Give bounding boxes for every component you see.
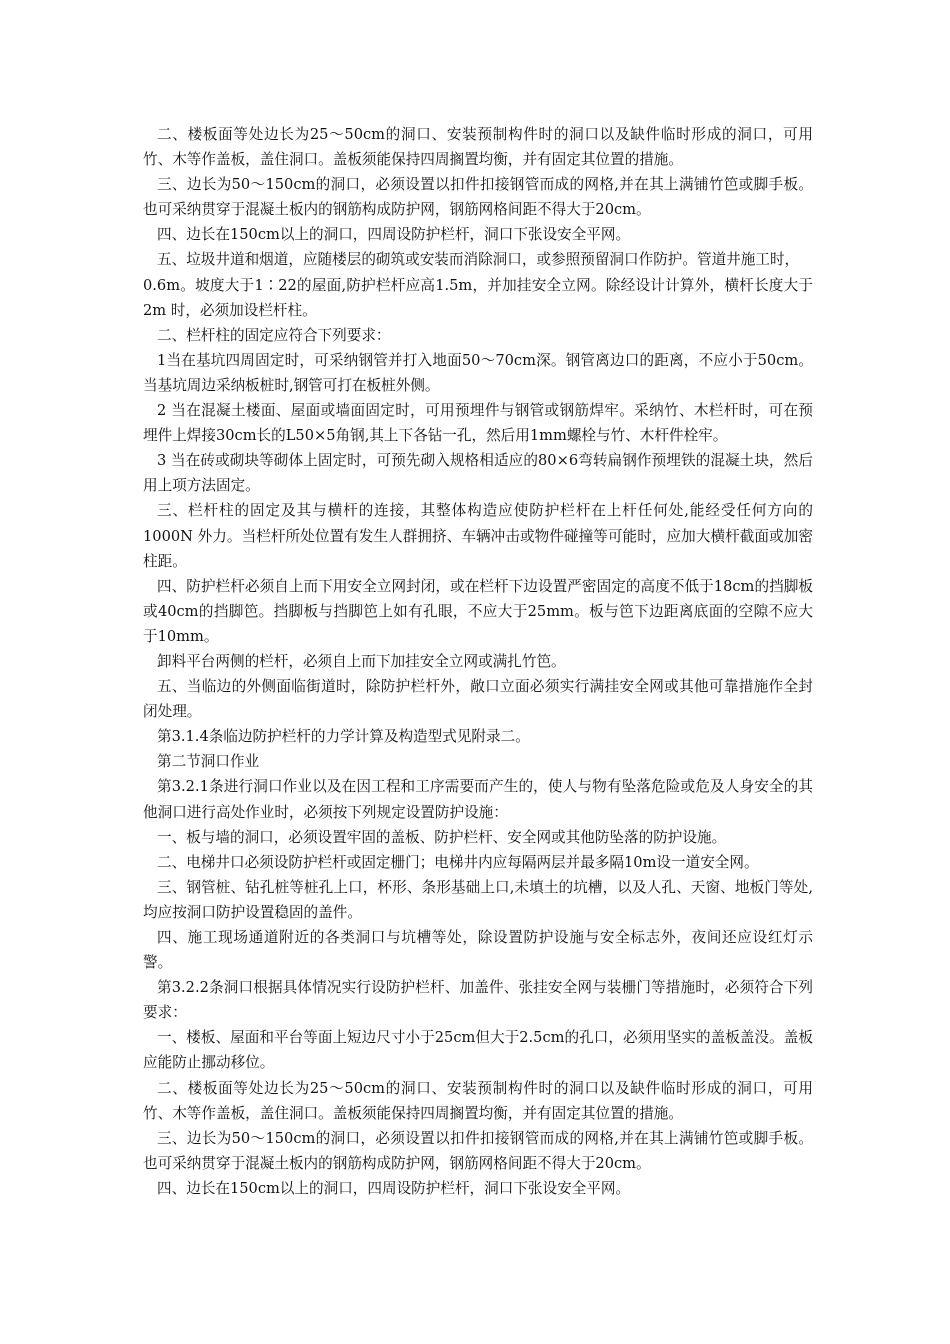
paragraph: 二、楼板面等处边长为25～50cm的洞口、安装预制构件时的洞口以及缺件临时形成的洞口，可用竹、木等作盖板，盖住洞口。盖板须能保持四周搁置均衡，并有固定其位置的措施。 [143,1079,813,1122]
paragraph: 二、楼板面等处边长为25～50cm的洞口、安装预制构件时的洞口以及缺件临时形成的洞口，可用竹、木等作盖板，盖住洞口。盖板须能保持四周搁置均衡，并有固定其位置的措施。 [143,126,813,169]
paragraph: 三、栏杆柱的固定及其与横杆的连接，其整体构造应使防护栏杆在上杆任何处,能经受任何方向的1000N 外力。当栏杆所处位置有发生人群拥挤、车辆冲击或物件碰撞等可能时，应加大横杆截面或加密柱距。 [143,502,813,570]
paragraph: 0.6m。坡度大于1∶22的屋面,防护栏杆应高1.5m，并加挂安全立网。除经设计计算外，横杆长度大于2m 时，必须加设栏杆柱。 [143,276,813,319]
paragraph: 四、防护栏杆必须自上而下用安全立网封闭，或在栏杆下边设置严密固定的高度不低于18cm的挡脚板或40cm的挡脚笆。挡脚板与挡脚笆上如有孔眼，不应大于25mm。板与笆下边距离底面的空隙不应大于10mm。 [143,577,813,645]
paragraph: 三、边长为50～150cm的洞口，必须设置以扣件扣接钢管而成的网格,并在其上满铺竹笆或脚手板。也可采纳贯穿于混凝土板内的钢筋构成防护网，钢筋网格间距不得大于20cm。 [143,176,813,219]
paragraph: 二、栏杆柱的固定应符合下列要求： [157,326,391,344]
paragraph: 第3.1.4条临边防护栏杆的力学计算及构造型式见附录二。 [157,728,530,746]
paragraph: 一、楼板、屋面和平台等面上短边尺寸小于25cm但大于2.5cm的孔口，必须用坚实的盖板盖没。盖板应能防止挪动移位。 [143,1029,813,1072]
paragraph: 3 当在砖或砌块等砌体上固定时，可预先砌入规格相适应的80×6弯转扁钢作预埋铁的混凝土块，然后用上项方法固定。 [143,452,813,495]
paragraph: 二、电梯井口必须设防护栏杆或固定栅门；电梯井内应每隔两层并最多隔10m设一道安全网。 [157,853,759,871]
paragraph: 四、施工现场通道附近的各类洞口与坑槽等处，除设置防护设施与安全标志外，夜间还应设红灯示警。 [143,929,813,972]
paragraph: 卸料平台两侧的栏杆，必须自上而下加挂安全立网或满扎竹笆。 [157,652,566,670]
section-heading: 第二节洞口作业 [157,753,260,771]
paragraph: 四、边长在150cm以上的洞口，四周设防护栏杆，洞口下张设安全平网。 [157,1179,631,1197]
paragraph: 四、边长在150cm以上的洞口，四周设防护栏杆，洞口下张设安全平网。 [157,226,631,244]
document-body [143,122,813,1201]
paragraph: 五、当临边的外侧面临街道时，除防护栏杆外，敞口立面必须实行满挂安全网或其他可靠措施作全封闭处理。 [143,678,813,721]
paragraph: 2 当在混凝土楼面、屋面或墙面固定时，可用预埋件与钢管或钢筋焊牢。采纳竹、木栏杆时，可在预埋件上焊接30cm长的L50×5角钢,其上下各钻一孔，然后用1mm螺栓与竹、木杆件栓牢。 [143,402,813,445]
paragraph: 1当在基坑四周固定时，可采纳钢管并打入地面50～70cm深。钢管离边口的距离，不应小于50cm。当基坑周边采纳板桩时,钢管可打在板桩外侧。 [143,351,813,394]
paragraph: 第3.2.2条洞口根据具体情况实行设防护栏杆、加盖件、张挂安全网与装栅门等措施时，必须符合下列要求： [143,979,813,1022]
paragraph: 五、垃圾井道和烟道，应随楼层的砌筑或安装而消除洞口，或参照预留洞口作防护。管道井施工时， [157,251,800,269]
paragraph: 三、边长为50～150cm的洞口，必须设置以扣件扣接钢管而成的网格,并在其上满铺竹笆或脚手板。也可采纳贯穿于混凝土板内的钢筋构成防护网，钢筋网格间距不得大于20cm。 [143,1129,813,1172]
paragraph: 一、板与墙的洞口，必须设置牢固的盖板、防护栏杆、安全网或其他防坠落的防护设施。 [157,828,727,846]
paragraph: 第3.2.1条进行洞口作业以及在因工程和工序需要而产生的，使人与物有坠落危险或危及人身安全的其他洞口进行高处作业时，必须按下列规定设置防护设施： [143,778,813,821]
paragraph: 三、钢管桩、钻孔桩等桩孔上口，杯形、条形基础上口,未填土的坑槽，以及人孔、天窗、地板门等处,均应按洞口防护设置稳固的盖件。 [143,878,813,921]
